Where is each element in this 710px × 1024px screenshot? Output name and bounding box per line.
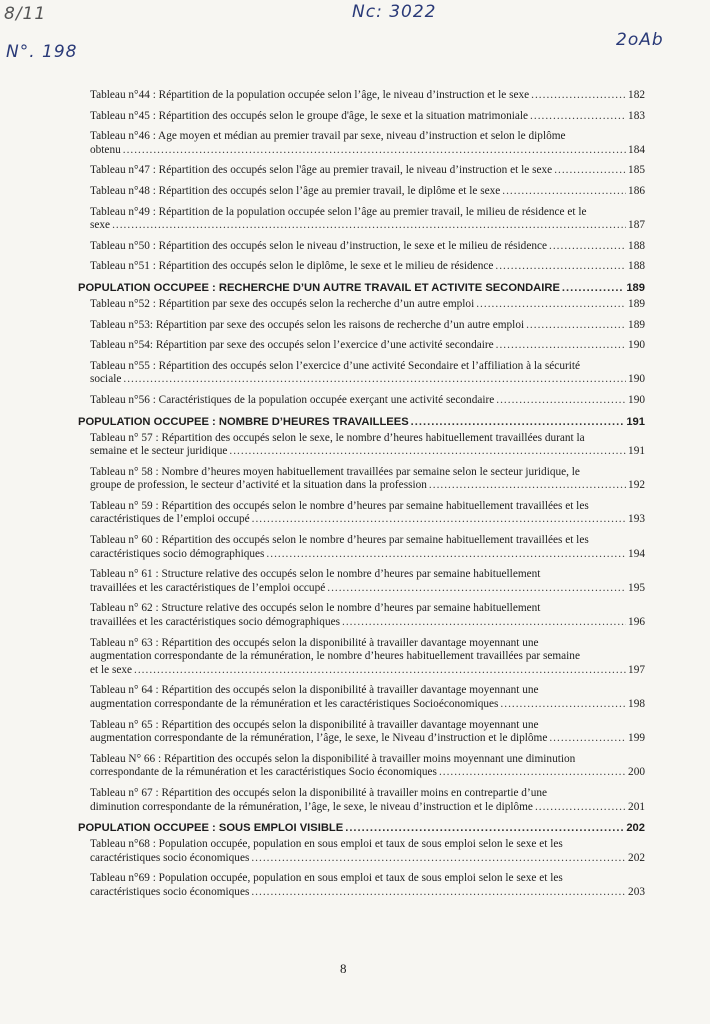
toc-section-heading	[78, 415, 645, 429]
toc-entry-text-line: Tableau n°51 : Répartition des occupés selon le diplôme, le sexe et le milieu de résidence	[90, 260, 494, 273]
toc-entry-text-line: POPULATION OCCUPEE : RECHERCHE D’UN AUTRE TRAVAIL ET ACTIVITE SECONDAIRE	[78, 281, 560, 294]
toc-entry-text-line: sociale	[90, 373, 122, 386]
dot-leader	[439, 766, 626, 780]
table-of-contents	[78, 89, 645, 907]
toc-entry-text-line: Tableau n°69 : Population occupée, population en sous emploi et taux de sous emploi selon le sexe et les	[90, 872, 563, 885]
toc-entry	[90, 319, 645, 333]
dot-leader	[112, 219, 626, 233]
toc-entry	[90, 164, 645, 178]
toc-entry-text-line: caractéristiques socio économiques	[90, 885, 250, 898]
toc-entry-text-line: Tableau n°48 : Répartition des occupés selon l’âge au premier travail, le diplôme et le sexe	[90, 184, 501, 197]
toc-page-number: 185	[628, 164, 645, 177]
toc-entry-text-line: Tableau n° 58 : Nombre d’heures moyen habituellement travaillées par semaine selon le secteur juridique, le	[90, 465, 580, 478]
toc-entry	[90, 466, 645, 493]
toc-entry	[90, 89, 645, 103]
dot-leader	[549, 732, 626, 746]
toc-entry-text-line: Tableau n°50 : Répartition des occupés selon le niveau d’instruction, le sexe et le milieu de résidence	[90, 239, 548, 252]
toc-entry-text-line: correspondante de la rémunération et les caractéristiques Socio économiques	[90, 766, 437, 779]
toc-entry	[90, 130, 645, 157]
toc-entry	[90, 534, 645, 561]
dot-leader	[251, 852, 626, 866]
toc-section-heading	[78, 281, 645, 295]
toc-page-number: 189	[628, 318, 645, 331]
toc-entry-text-line: augmentation correspondante de la rémunération, le nombre d’heures habituellement travaillées par semaine	[90, 650, 580, 663]
toc-entry	[90, 684, 645, 711]
toc-entry-text-line: POPULATION OCCUPEE : NOMBRE D’HEURES TRAVAILLEES	[78, 415, 409, 428]
toc-entry	[90, 500, 645, 527]
dot-leader	[251, 886, 626, 900]
toc-section-heading	[78, 821, 645, 835]
toc-page-number: 198	[628, 698, 645, 710]
dot-leader	[526, 319, 626, 333]
toc-entry-text-line: Tableau n° 61 : Structure relative des occupés selon le nombre d’heures par semaine habituellement	[90, 568, 541, 581]
dot-leader	[496, 394, 626, 408]
toc-page-number: 202	[628, 851, 645, 864]
dot-leader	[535, 801, 626, 815]
toc-entry-text-line: Tableau n° 65 : Répartition des occupés selon la disponibilité à travailler davantage moyennant une	[90, 718, 539, 731]
toc-page-number: 189	[628, 297, 645, 310]
toc-entry	[90, 602, 645, 629]
toc-page-number: 190	[628, 373, 645, 386]
page-number: 8	[340, 961, 347, 976]
toc-entry-text-line: groupe de profession, le secteur d’activité et la situation dans la profession	[90, 479, 427, 492]
toc-entry	[90, 360, 645, 387]
handwritten-document-number: N°. 198	[6, 42, 78, 62]
toc-entry-text-line: Tableau n°46 : Age moyen et médian au premier travail par sexe, niveau d’instruction et selon le diplôme	[90, 130, 566, 143]
toc-page-number: 197	[628, 663, 645, 676]
dot-leader	[342, 616, 626, 630]
dot-leader	[500, 698, 626, 712]
toc-entry-text-line: Tableau n°52 : Répartition par sexe des occupés selon la recherche d’un autre emploi	[90, 297, 475, 310]
dot-leader	[134, 664, 626, 678]
dot-leader	[495, 260, 626, 274]
toc-entry-text-line: Tableau n° 62 : Structure relative des occupés selon le nombre d’heures par semaine habituellement	[90, 602, 541, 615]
toc-entry	[90, 339, 645, 353]
dot-leader	[327, 582, 626, 596]
toc-entry-text-line: Tableau n°49 : Répartition de la population occupée selon l’âge au premier travail, le milieu de résidence et le	[90, 205, 587, 218]
toc-entry-text-line: Tableau n°53: Répartition par sexe des occupés selon les raisons de recherche d’un autre emploi	[90, 318, 525, 331]
toc-entry-text-line: caractéristiques socio économiques	[90, 851, 250, 864]
toc-entry-text-line: travaillées et les caractéristiques de l’emploi occupé	[90, 581, 326, 594]
toc-page-number: 186	[628, 184, 645, 197]
dot-leader	[496, 339, 626, 353]
toc-page-number: 192	[628, 479, 645, 492]
toc-entry	[90, 432, 645, 459]
dot-leader	[502, 185, 626, 199]
toc-entry-text-line: Tableau n°44 : Répartition de la population occupée selon l’âge, le niveau d’instruction et le sexe	[90, 89, 530, 101]
handwritten-note-top-right: 2oAb	[616, 30, 664, 50]
dot-leader	[229, 445, 626, 459]
toc-entry	[90, 637, 645, 678]
dot-leader	[549, 240, 626, 254]
toc-entry-text-line: obtenu	[90, 143, 121, 156]
toc-entry	[90, 838, 645, 865]
toc-entry-text-line: semaine et le secteur juridique	[90, 445, 228, 458]
toc-entry-text-line: augmentation correspondante de la rémunération et les caractéristiques Socioéconomiques	[90, 698, 499, 710]
toc-page-number: 191	[626, 415, 645, 428]
toc-page-number: 196	[628, 616, 645, 629]
toc-entry	[90, 206, 645, 233]
toc-page-number: 189	[626, 281, 645, 294]
toc-entry	[90, 298, 645, 312]
toc-page-number: 199	[628, 732, 645, 745]
toc-entry	[90, 185, 645, 199]
toc-entry-text-line: caractéristiques socio démographiques	[90, 547, 265, 560]
toc-entry	[90, 753, 645, 780]
toc-entry	[90, 719, 645, 746]
toc-entry-text-line: et le sexe	[90, 663, 133, 676]
dot-leader	[554, 164, 626, 178]
dot-leader	[429, 479, 626, 493]
toc-entry	[90, 568, 645, 595]
toc-entry-text-line: Tableau n° 57 : Répartition des occupés selon le sexe, le nombre d’heures habituellement travaillées durant la	[90, 431, 585, 444]
toc-entry-text-line: Tableau n°55 : Répartition des occupés selon l’exercice d’une activité Secondaire et l’affiliation à la sécurité	[90, 359, 581, 372]
toc-page-number: 190	[628, 393, 645, 406]
dot-leader	[266, 548, 626, 562]
toc-page-number: 200	[628, 766, 645, 779]
dot-leader	[123, 373, 626, 387]
toc-entry	[90, 260, 645, 274]
dot-leader	[530, 110, 626, 124]
toc-entry-text-line: POPULATION OCCUPEE : SOUS EMPLOI VISIBLE	[78, 822, 344, 835]
toc-entry-text-line: Tableau n°56 : Caractéristiques de la population occupée exerçant une activité secondaire	[90, 393, 495, 406]
dot-leader	[562, 281, 624, 295]
toc-page-number: 188	[628, 239, 645, 252]
toc-page-number: 187	[628, 219, 645, 232]
toc-entry	[90, 240, 645, 254]
toc-entry-text-line: Tableau n°47 : Répartition des occupés selon l'âge au premier travail, le niveau d’instruction et le sexe	[90, 164, 553, 177]
toc-entry-text-line: Tableau n° 67 : Répartition des occupés selon la disponibilité à travailler moins en contrepartie d’une	[90, 786, 548, 799]
toc-page-number: 190	[628, 339, 645, 352]
toc-entry-text-line: Tableau n° 64 : Répartition des occupés selon la disponibilité à travailler davantage moyennant une	[90, 684, 539, 697]
dot-leader	[476, 298, 626, 312]
dot-leader	[411, 415, 625, 429]
toc-page-number: 202	[626, 822, 645, 835]
handwritten-note-top-left: 8/11	[4, 4, 47, 24]
toc-page-number: 201	[628, 800, 645, 813]
toc-entry-text-line: Tableau n° 63 : Répartition des occupés selon la disponibilité à travailler davantage moyennant une	[90, 636, 539, 649]
dot-leader	[123, 144, 626, 158]
toc-entry-text-line: diminution correspondante de la rémunération, l’âge, le sexe, le niveau d’instruction et le diplôme	[90, 800, 533, 813]
toc-page-number: 182	[628, 89, 645, 101]
toc-entry-text-line: Tableau n°68 : Population occupée, population en sous emploi et taux de sous emploi selon le sexe et les	[90, 838, 563, 851]
toc-page-number: 183	[628, 109, 645, 122]
toc-entry	[90, 394, 645, 408]
dot-leader	[252, 513, 626, 527]
toc-entry	[90, 110, 645, 124]
toc-entry-text-line: Tableau n°54: Répartition par sexe des occupés selon l’exercice d’une activité secondaire	[90, 339, 494, 352]
dot-leader	[531, 89, 626, 103]
toc-entry-text-line: sexe	[90, 219, 111, 232]
toc-page-number: 195	[628, 581, 645, 594]
toc-page-number: 194	[628, 547, 645, 560]
toc-entry-text-line: travaillées et les caractéristiques socio démographiques	[90, 616, 341, 629]
toc-entry-text-line: Tableau n° 59 : Répartition des occupés selon le nombre d’heures par semaine habituellement travaillées et les	[90, 499, 589, 512]
toc-page-number: 184	[628, 143, 645, 156]
toc-entry-text-line: augmentation correspondante de la rémunération, l’âge, le sexe, le Niveau d’instruction et le diplôme	[90, 732, 548, 745]
handwritten-reference-code: Nc: 3022	[352, 2, 437, 22]
toc-page-number: 203	[628, 885, 645, 898]
toc-entry-text-line: Tableau n°45 : Répartition des occupés selon le groupe d'âge, le sexe et la situation matrimoniale	[90, 109, 529, 122]
toc-entry	[90, 787, 645, 814]
toc-page-number: 191	[628, 445, 645, 458]
dot-leader	[345, 821, 624, 835]
toc-entry-text-line: caractéristiques de l’emploi occupé	[90, 513, 250, 526]
toc-entry-text-line: Tableau N° 66 : Répartition des occupés selon la disponibilité à travailler moins moyennant une diminution	[90, 752, 576, 765]
toc-entry-text-line: Tableau n° 60 : Répartition des occupés selon le nombre d’heures par semaine habituellement travaillées et les	[90, 534, 589, 547]
toc-entry	[90, 872, 645, 899]
toc-page-number: 193	[628, 513, 645, 526]
toc-page-number: 188	[628, 260, 645, 273]
